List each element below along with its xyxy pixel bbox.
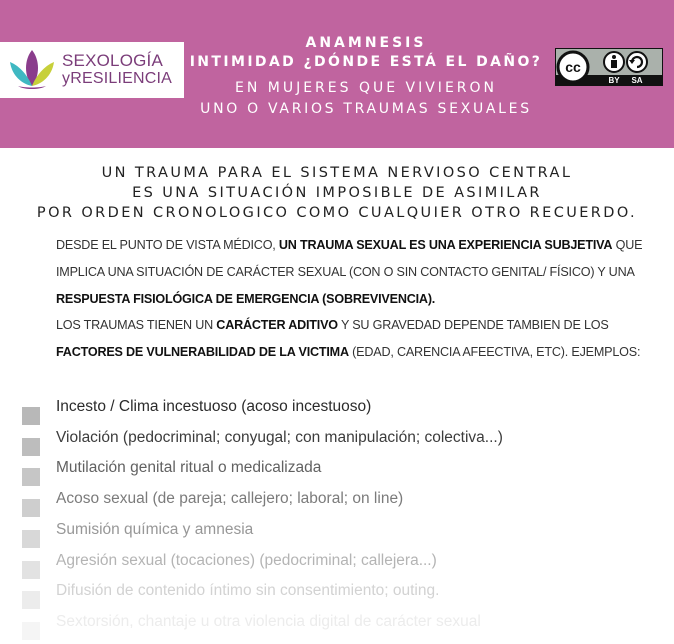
- checklist-item-label: Acoso sexual (de pareja; callejero; laboral; on line): [56, 490, 404, 508]
- definition-paragraph: [56, 232, 666, 366]
- para-bold: CARÁCTER ADITIVO: [216, 318, 338, 333]
- checklist-item[interactable]: [0, 427, 674, 457]
- checkbox[interactable]: [22, 561, 40, 579]
- checkbox[interactable]: [22, 468, 40, 486]
- header-subtitle-1: EN MUJERES QUE VIVIERON: [234, 80, 498, 96]
- lotus-logo-icon: [4, 46, 60, 94]
- sa-label: SA: [631, 76, 643, 85]
- checklist-item[interactable]: [0, 580, 674, 610]
- checklist-item-label: Sextorsión, chantaje u otra violencia digital de carácter sexual: [56, 612, 481, 630]
- checklist-item-label: Sumisión química y amnesia: [56, 520, 254, 538]
- para-bold: UN TRAUMA SEXUAL ES UNA EXPERIENCIA SUBJETIVA: [278, 238, 613, 252]
- checklist-item[interactable]: [0, 396, 674, 426]
- logo: [0, 42, 184, 98]
- header-title: ANAMNESIS: [305, 35, 427, 51]
- para-text: Y SU GRAVEDAD DEPENDE TAMBIEN DE LOS: [337, 318, 609, 333]
- by-icon: [604, 52, 624, 72]
- checklist-item[interactable]: [0, 457, 674, 487]
- para-text: LOS TRAUMAS TIENEN UN: [56, 318, 217, 333]
- intro-line-1: UN TRAUMA PARA EL SISTEMA NERVIOSO CENTRAL: [101, 165, 573, 181]
- checkbox[interactable]: [22, 622, 40, 640]
- logo-line-1: SEXOLOGÍA: [62, 51, 164, 70]
- checklist-item[interactable]: [0, 519, 674, 549]
- checklist-item-label: Violación (pedocriminal; conyugal; con manipulación; colectiva...): [56, 428, 503, 446]
- para-bold: RESPUESTA FISIOLÓGICA DE EMERGENCIA (SOBREVIVENCIA).: [56, 291, 436, 306]
- by-label: BY: [608, 76, 620, 85]
- intro-line-2: ES UNA SITUACIÓN IMPOSIBLE DE ASIMILAR: [132, 185, 542, 201]
- svg-text:cc: cc: [565, 59, 581, 75]
- checkbox[interactable]: [22, 591, 40, 609]
- header-banner: [0, 0, 674, 148]
- checklist-item-label: Agresión sexual (tocaciones) (pedocriminal; callejera...): [56, 551, 437, 569]
- header-subtitle-2: UNO O VARIOS TRAUMAS SEXUALES: [200, 101, 532, 117]
- checkbox[interactable]: [22, 438, 40, 456]
- checklist-item[interactable]: [0, 611, 674, 641]
- checkbox[interactable]: [22, 499, 40, 517]
- sa-icon: [627, 52, 647, 72]
- checklist-item-label: Incesto / Clima incestuoso (acoso incestuoso): [56, 398, 372, 415]
- checklist-item[interactable]: [0, 488, 674, 518]
- cc-license-badge: [555, 48, 663, 86]
- para-text: QUE IMPLICA UNA SITUACIÓN DE CARÁCTER SEXUAL (CON O SIN CONTACTO GENITAL/ FÍSICO) Y UNA: [56, 238, 643, 279]
- checklist-item-label: Mutilación genital ritual o medicalizada: [56, 459, 322, 477]
- checklist-item-label: Difusión de contenido íntimo sin consentimiento; outing.: [56, 582, 440, 600]
- cc-icon: [558, 52, 588, 82]
- logo-line-2: yRESILIENCIA: [62, 70, 172, 87]
- checklist-item[interactable]: [0, 550, 674, 580]
- para-text: DESDE EL PUNTO DE VISTA MÉDICO,: [56, 238, 279, 252]
- para-text: (EDAD, CARENCIA AFEECTIVA, ETC). EJEMPLOS:: [348, 345, 641, 360]
- checkbox[interactable]: [22, 407, 40, 425]
- checkbox[interactable]: [22, 530, 40, 548]
- intro-line-3: POR ORDEN CRONOLOGICO COMO CUALQUIER OTRO RECUERDO.: [36, 205, 638, 221]
- header-title-2: INTIMIDAD ¿DÓNDE ESTÁ EL DAÑO?: [189, 54, 543, 70]
- intro-heading: [0, 163, 674, 223]
- para-bold: FACTORES DE VULNERABILIDAD DE LA VICTIMA: [56, 345, 349, 360]
